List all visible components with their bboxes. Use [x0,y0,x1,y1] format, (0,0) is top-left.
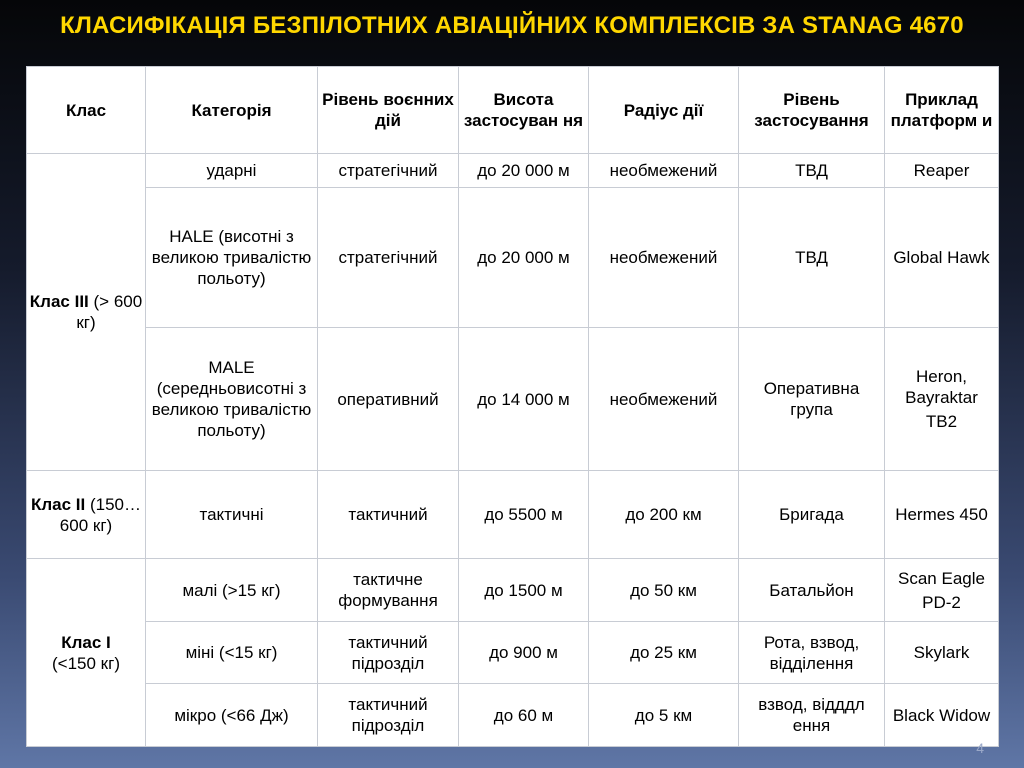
header-altitude: Висота застосуван ня [459,67,589,154]
platform-cell [885,328,999,471]
usage-cell: Оперативна група [739,328,885,471]
altitude-cell: до 20 000 м [459,154,589,188]
platform-line: Scan Eagle [898,568,985,588]
table-row [27,622,999,684]
category-cell: ударні [146,154,318,188]
slide-title: КЛАСИФІКАЦІЯ БЕЗПІЛОТНИХ АВІАЦІЙНИХ КОМПЛЕКСІВ ЗА STANAG 4670 [60,12,964,39]
table-row [27,559,999,622]
platform-cell: Hermes 450 [885,471,999,559]
class-cell [27,559,146,747]
combat-level-cell: тактичне формування [318,559,459,622]
platform-line: Heron, Bayraktar [905,367,978,407]
platform-cell: Reaper [885,154,999,188]
header-usage-level: Рівень застосування [739,67,885,154]
category-cell: MALE (середньовисотні з великою тривалістю польоту) [146,328,318,471]
altitude-cell: до 60 м [459,684,589,747]
radius-cell: до 50 км [589,559,739,622]
platform-cell: Global Hawk [885,188,999,328]
altitude-cell: до 20 000 м [459,188,589,328]
combat-level-cell: тактичний [318,471,459,559]
page-number: 4 [976,740,984,756]
usage-cell: взвод, відддл ення [739,684,885,747]
header-platform: Приклад платформ и [885,67,999,154]
combat-level-cell: стратегічний [318,188,459,328]
usage-cell: Рота, взвод, відділення [739,622,885,684]
class-weight: (150…600 кг) [59,494,142,535]
category-cell: міні (<15 кг) [146,622,318,684]
category-cell: тактичні [146,471,318,559]
class-name: Клас I [61,632,111,652]
combat-level-cell: оперативний [318,328,459,471]
radius-cell: необмежений [589,188,739,328]
altitude-cell: до 900 м [459,622,589,684]
class-cell [27,154,146,471]
class-cell [27,471,146,559]
radius-cell: до 5 км [589,684,739,747]
altitude-cell: до 5500 м [459,471,589,559]
radius-cell: необмежений [589,328,739,471]
usage-cell: ТВД [739,154,885,188]
radius-cell: до 25 км [589,622,739,684]
category-cell: малі (>15 кг) [146,559,318,622]
header-radius: Радіус дії [589,67,739,154]
combat-level-cell: тактичний підрозділ [318,684,459,747]
combat-level-cell: стратегічний [318,154,459,188]
header-combat-level: Рівень воєнних дій [318,67,459,154]
header-category: Категорія [146,67,318,154]
table-row [27,188,999,328]
table-row [27,471,999,559]
platform-line: TB2 [925,412,958,431]
radius-cell: необмежений [589,154,739,188]
usage-cell: Батальйон [739,559,885,622]
class-weight: (> 600 кг) [76,292,143,332]
radius-cell: до 200 км [589,471,739,559]
platform-cell [885,559,999,622]
usage-cell: Бригада [739,471,885,559]
platform-cell: Black Widow [885,684,999,747]
class-name: Клас II [30,494,86,514]
header-class: Клас [27,67,146,154]
altitude-cell: до 1500 м [459,559,589,622]
category-cell: HALE (висотні з великою тривалістю польоту) [146,188,318,328]
altitude-cell: до 14 000 м [459,328,589,471]
platform-cell: Skylark [885,622,999,684]
table-row [27,154,999,188]
classification-table [26,66,999,747]
class-name: Клас III [29,292,89,311]
usage-cell: ТВД [739,188,885,328]
combat-level-cell: тактичний підрозділ [318,622,459,684]
category-cell: мікро (<66 Дж) [146,684,318,747]
platform-line: PD-2 [922,592,961,612]
class-weight: (<150 кг) [52,653,120,673]
header-row [27,67,999,154]
table-row [27,328,999,471]
table-row [27,684,999,747]
